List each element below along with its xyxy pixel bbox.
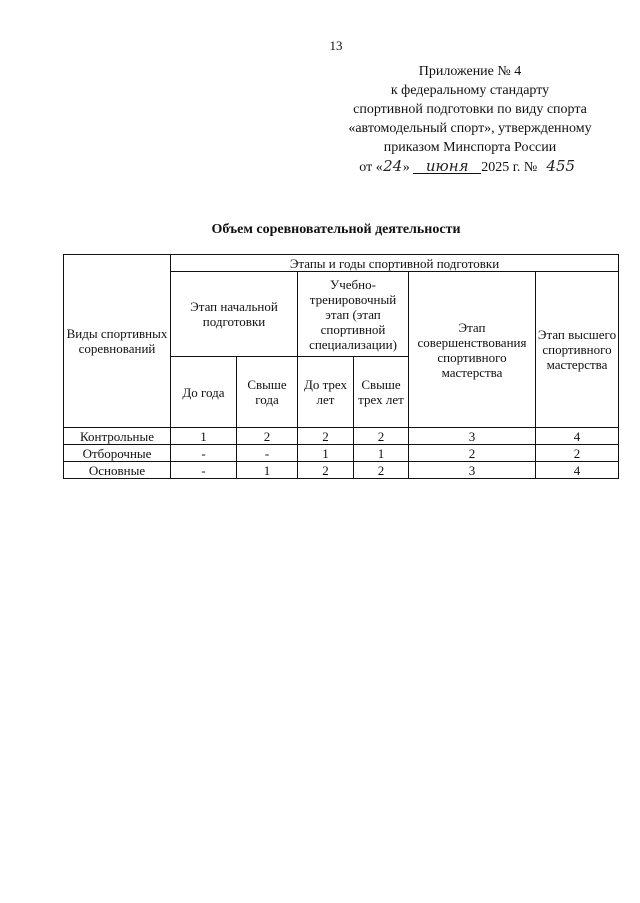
page-number: 13	[329, 38, 343, 53]
table-cell: 2	[298, 428, 354, 445]
table-cell: 2	[354, 428, 409, 445]
table-header-row-1	[64, 255, 619, 272]
stage-improvement-header: Этап совершенствования спортивного мастерства	[409, 272, 536, 428]
table-row	[64, 445, 619, 462]
order-month: июня	[413, 159, 481, 174]
order-year: 2025 г. №	[481, 160, 538, 175]
table-cell: 2	[354, 462, 409, 479]
table-cell: 1	[237, 462, 298, 479]
appendix-line-3: спортивной подготовки по виду спорта	[353, 102, 587, 117]
stage-training-header: Учебно-тренировочный этап (этап спортивной специализации)	[298, 272, 409, 357]
table-cell: 4	[536, 428, 619, 445]
table-cell: 3	[409, 428, 536, 445]
order-day: 24	[383, 157, 403, 175]
table-cell: 1	[354, 445, 409, 462]
stage-initial-header: Этап начальной подготовки	[171, 272, 298, 357]
stage-highest-header: Этап высшего спортивного мастерства	[536, 272, 619, 428]
document-title: Объем соревновательной деятельности	[211, 222, 461, 237]
row-name: Контрольные	[64, 428, 171, 445]
table-cell: 2	[298, 462, 354, 479]
table-cell: 3	[409, 462, 536, 479]
table-cell: -	[171, 462, 237, 479]
order-prefix: от «	[359, 160, 383, 175]
table-cell: -	[171, 445, 237, 462]
table-cell: 2	[536, 445, 619, 462]
order-number: 455	[546, 157, 576, 175]
appendix-line-4: «автомодельный спорт», утвержденному	[348, 121, 592, 136]
appendix-header	[300, 62, 640, 177]
table-cell: 2	[409, 445, 536, 462]
table-cell: 1	[298, 445, 354, 462]
sub-header-initial-1: До года	[171, 357, 237, 428]
sub-header-training-1: До трех лет	[298, 357, 354, 428]
table-cell: 1	[171, 428, 237, 445]
table-cell: -	[237, 445, 298, 462]
sub-header-training-2: Свыше трех лет	[354, 357, 409, 428]
group-header-cell: Этапы и годы спортивной подготовки	[171, 255, 619, 272]
table-cell: 2	[237, 428, 298, 445]
sub-header-initial-2: Свыше года	[237, 357, 298, 428]
row-name: Основные	[64, 462, 171, 479]
row-name: Отборочные	[64, 445, 171, 462]
table-row	[64, 428, 619, 445]
table-row	[64, 462, 619, 479]
appendix-line-5: приказом Минспорта России	[383, 140, 557, 155]
competition-table	[63, 254, 619, 479]
appendix-title: Приложение № 4	[418, 64, 522, 79]
order-mid: »	[402, 160, 410, 175]
table-cell: 4	[536, 462, 619, 479]
order-line	[300, 157, 640, 177]
appendix-line-2: к федеральному стандарту	[390, 83, 550, 98]
row-header-cell: Виды спортивных соревнований	[64, 255, 171, 428]
